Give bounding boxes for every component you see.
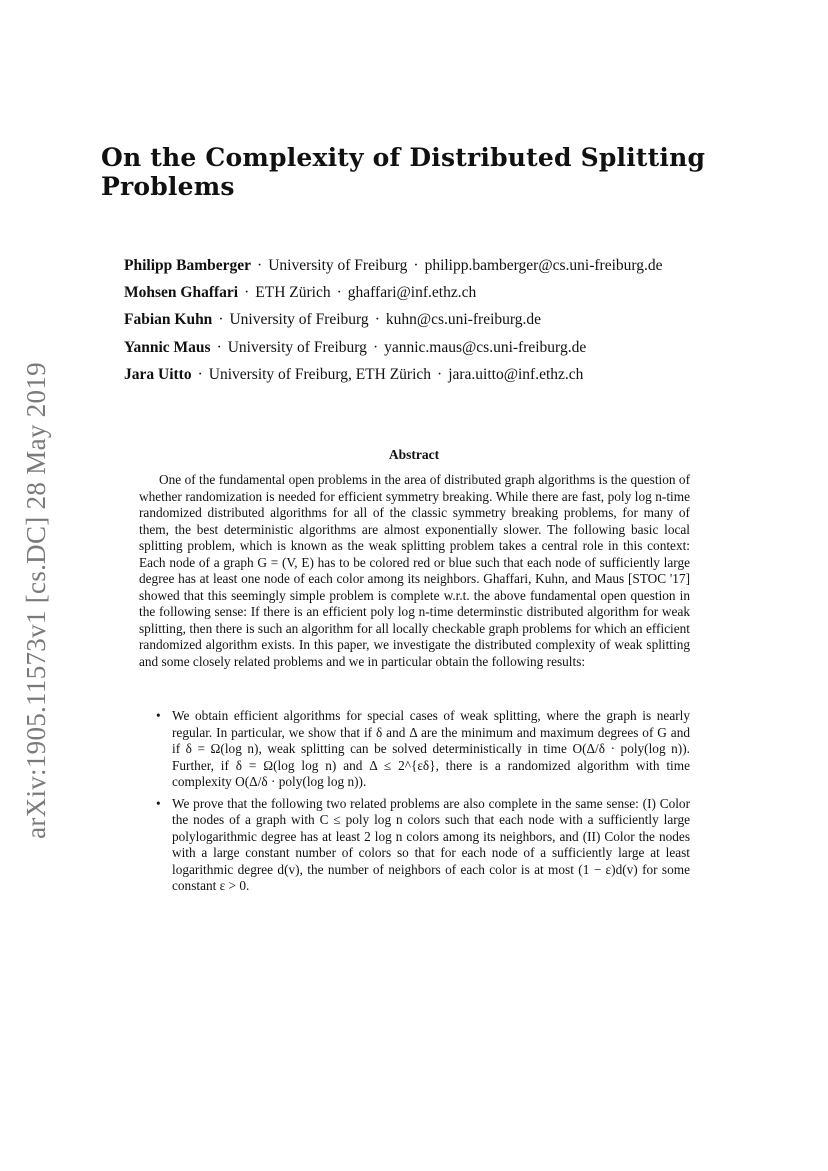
- paper-title: On the Complexity of Distributed Splitting Problems: [101, 143, 706, 201]
- author-separator: ·: [218, 311, 224, 329]
- author-affiliation: University of Freiburg: [268, 257, 408, 274]
- author-affiliation: University of Freiburg, ETH Zürich: [208, 365, 432, 383]
- author-row: [124, 338, 764, 365]
- arxiv-identifier-text: arXiv:1905.11573v1 [cs.DC] 28 May 2019: [20, 361, 51, 839]
- author-name: Yannic Maus: [124, 338, 211, 356]
- author-separator: ·: [374, 311, 380, 329]
- author-separator: ·: [216, 338, 222, 356]
- author-row: [124, 256, 764, 283]
- author-separator: ·: [437, 365, 443, 383]
- author-name: Philipp Bamberger: [124, 257, 252, 274]
- author-row: [124, 310, 764, 337]
- result-text: We obtain efficient algorithms for special cases of weak splitting, where the graph is nearly regular. In particular, we show that if δ and Δ are the minimum and maximum degrees of G and if δ = Ω(log n), weak splitting can be solved deterministically in time O(Δ/δ · poly(log n)). Further, if δ = Ω(log log n) and Δ ≤ 2^{εδ}, there is a randomized algorithm with time complexity O(Δ/δ · poly(log log n)).: [172, 708, 690, 790]
- author-email: jara.uitto@inf.ethz.ch: [448, 365, 584, 383]
- author-name: Mohsen Ghaffari: [124, 284, 239, 302]
- author-separator: ·: [372, 338, 379, 356]
- author-separator: ·: [197, 365, 203, 383]
- bullet-icon: •: [156, 795, 161, 811]
- author-name: Fabian Kuhn: [124, 311, 213, 329]
- author-affiliation: University of Freiburg: [229, 311, 369, 329]
- author-name: Jara Uitto: [124, 365, 192, 383]
- abstract-heading: Abstract: [388, 447, 440, 462]
- author-separator: ·: [336, 284, 342, 302]
- author-email: yannic.maus@cs.uni-freiburg.de: [384, 338, 587, 356]
- results-list: [139, 708, 690, 900]
- author-email: ghaffari@inf.ethz.ch: [347, 284, 477, 302]
- abstract-body: One of the fundamental open problems in the area of distributed graph algorithms is the question of whether randomization is needed for efficient symmetry breaking. While there are fast, poly log n-time randomized distributed algorithms for all of the classic symmetry breaking problems, for many of them, the best deterministic algorithms are almost exponentially slower. The following basic local splitting problem, which is known as the weak splitting problem takes a central role in this context: Each node of a graph G = (V, E) has to be colored red or blue such that each node of sufficiently large degree has at least one node of each color among its neighbors. Ghaffari, Kuhn, and Maus [STOC '17] showed that this seemingly simple problem is complete w.r.t. the above fundamental open question in the following sense: If there is an efficient poly log n-time determinstic distributed algorithm for weak splitting, then there is such an algorithm for all locally checkable graph problems for which an efficient randomized algorithm exists. In this paper, we investigate the distributed complexity of weak splitting and some closely related problems and we in particular obtain the following results:: [139, 472, 690, 670]
- author-row: [124, 365, 764, 392]
- list-item: [139, 796, 690, 895]
- bullet-icon: •: [156, 708, 161, 723]
- author-email: philipp.bamberger@cs.uni-freiburg.de: [424, 257, 663, 274]
- author-separator: ·: [257, 257, 263, 274]
- author-affiliation: ETH Zürich: [255, 284, 331, 302]
- author-email: kuhn@cs.uni-freiburg.de: [385, 311, 542, 329]
- author-separator: ·: [413, 257, 419, 274]
- list-item: [139, 708, 690, 791]
- author-affiliation: University of Freiburg: [227, 338, 367, 356]
- result-text: We prove that the following two related problems are also complete in the same sense: (I) Color the nodes of a graph with C ≤ poly log n colors such that each node with a sufficiently large polylogarithmic degree has at least 2 log n colors among its neighbors, and (II) Color the nodes with a large constant number of colors so that for each node of a sufficiently large at least logarithmic degree d(v), the number of neighbors of each color is at most (1 − ε)d(v) for some constant ε > 0.: [172, 795, 690, 894]
- author-list: [124, 256, 764, 392]
- author-row: [124, 283, 764, 310]
- arxiv-identifier-stamp: [14, 350, 58, 850]
- author-separator: ·: [244, 284, 250, 302]
